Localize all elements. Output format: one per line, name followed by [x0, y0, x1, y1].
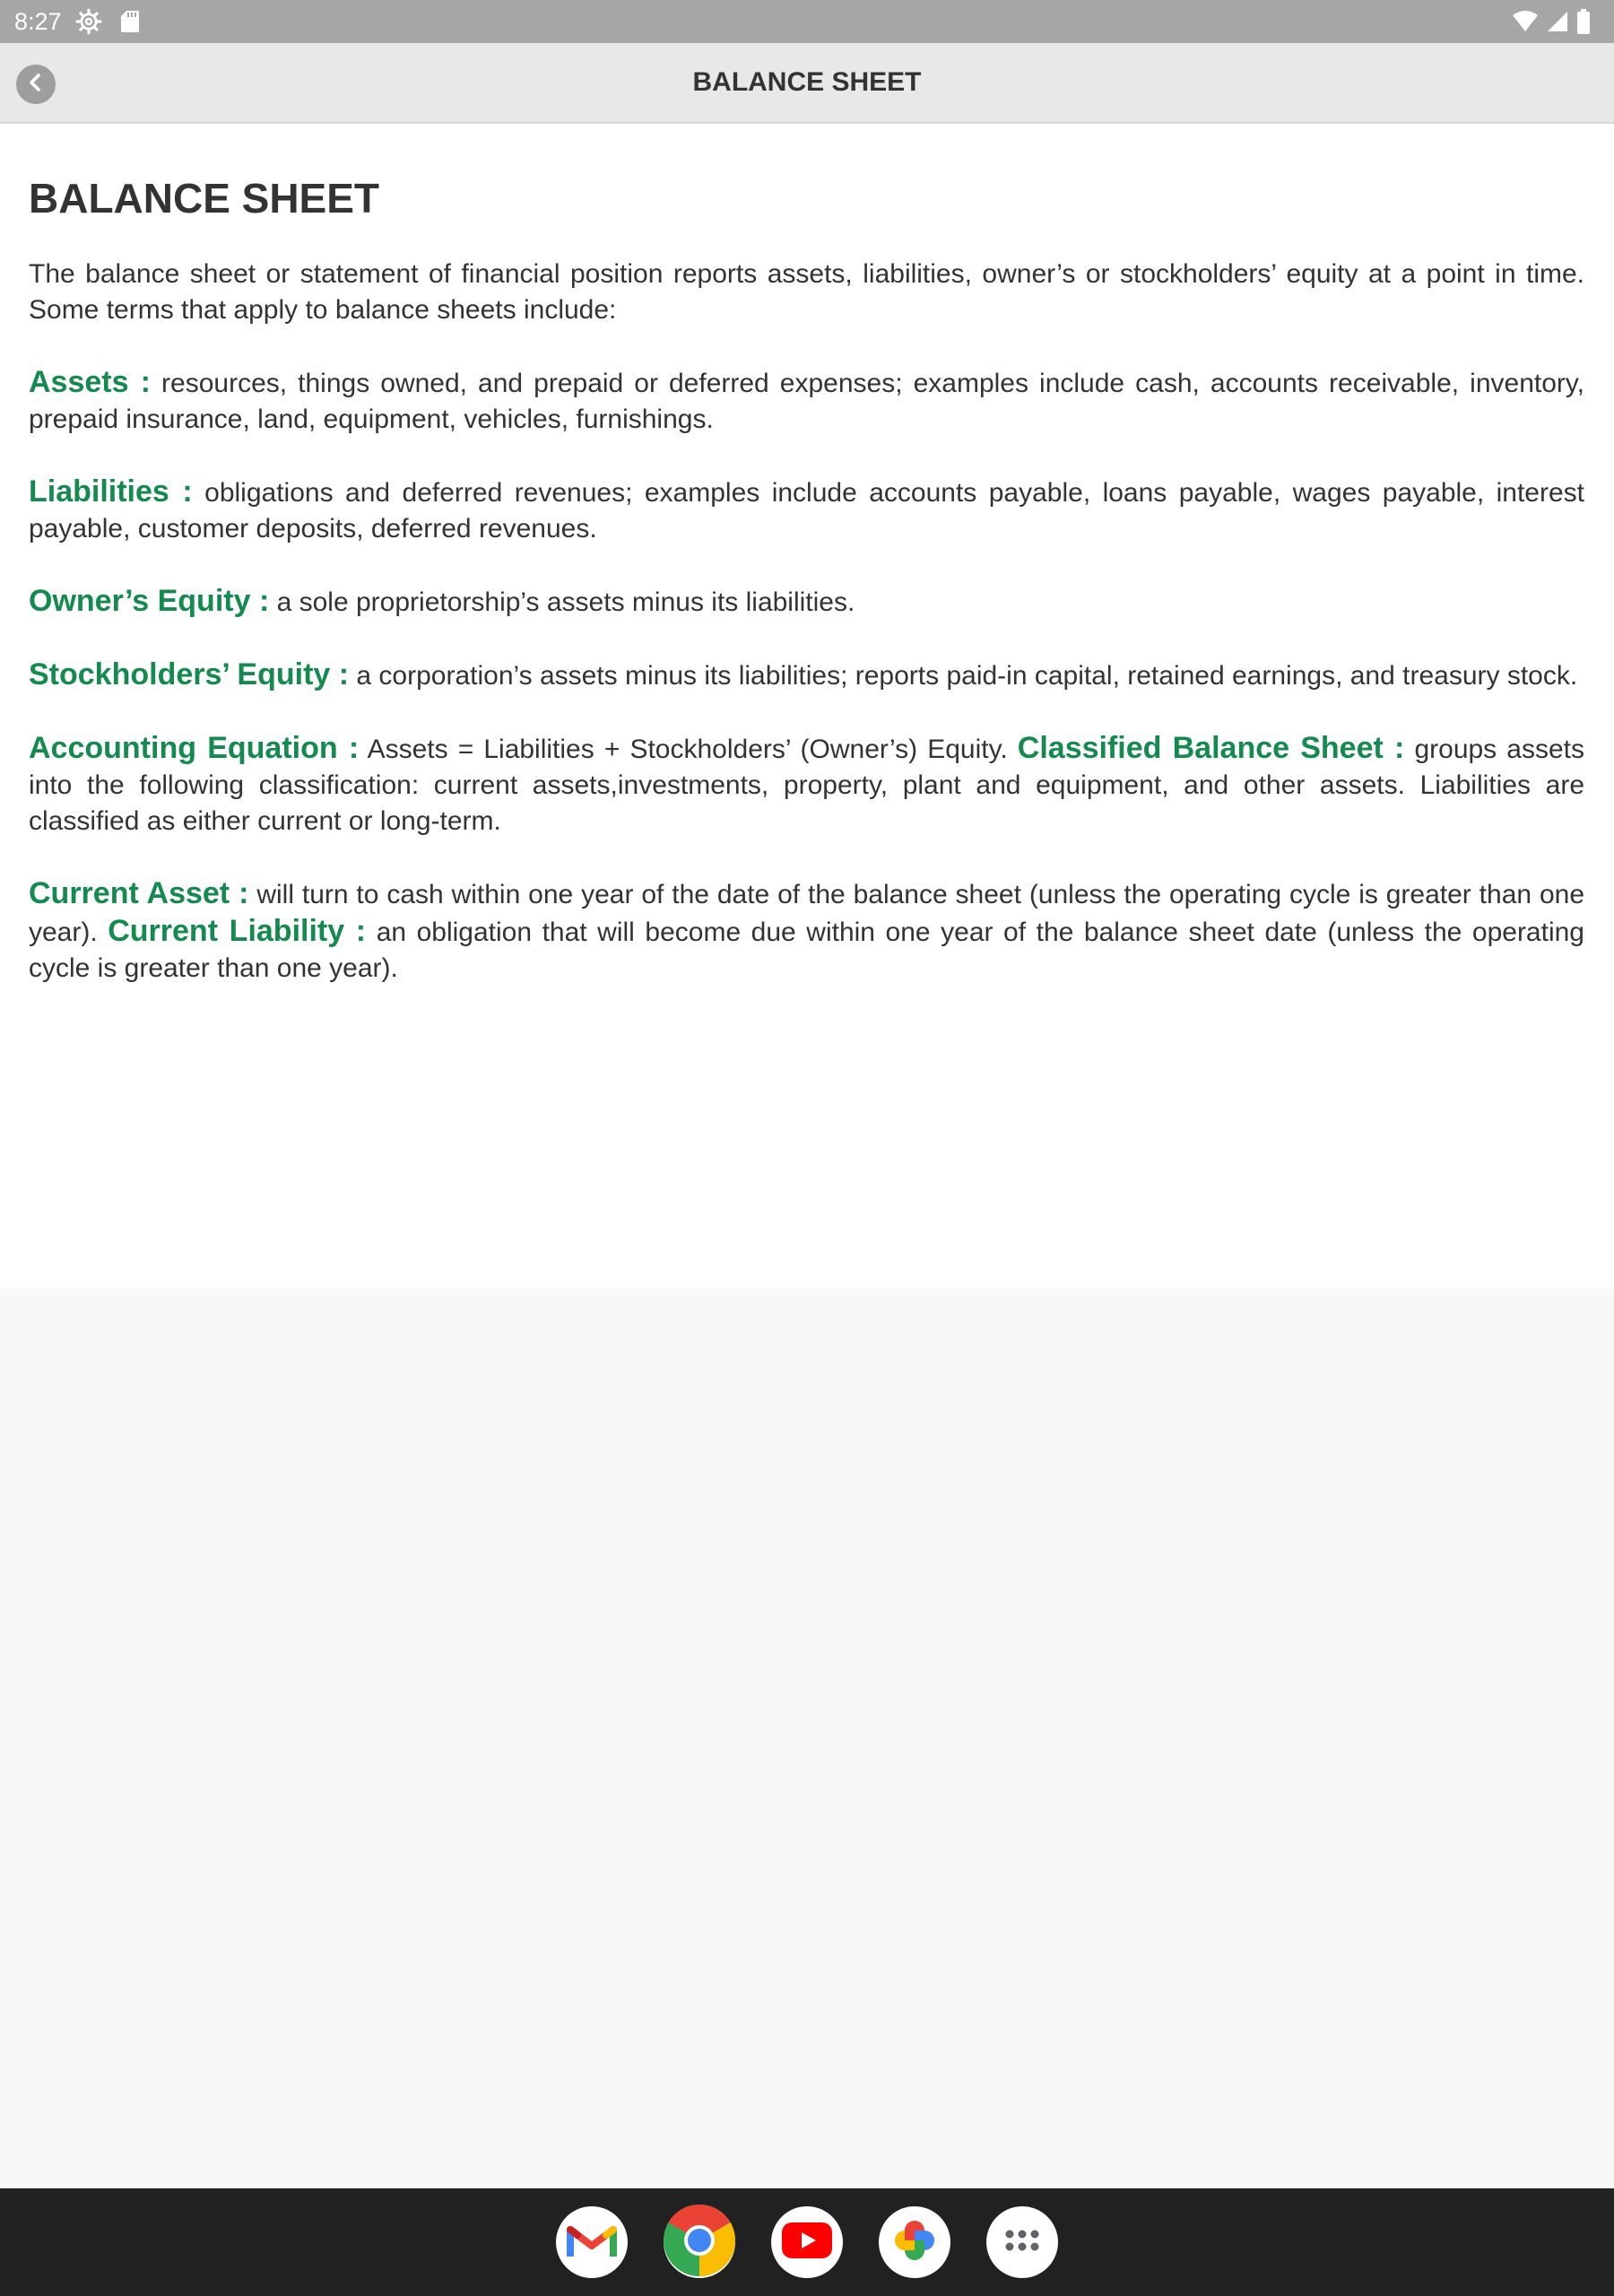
accounting-equation-paragraph [29, 730, 1584, 839]
current-asset-text: will turn to cash within one year of the date of the balance sheet (unless the operating cycle is greater than one year). [29, 880, 1584, 947]
back-button[interactable] [16, 65, 56, 104]
liabilities-text: obligations and deferred revenues; examples include accounts payable, loans payable, wages payable, interest payable, customer deposits, deferred revenues. [29, 478, 1585, 544]
stockholders-equity-paragraph [29, 657, 1584, 694]
battery-icon [1576, 9, 1591, 34]
article [29, 174, 1584, 1022]
intro-paragraph [29, 257, 1584, 328]
owners-equity-text: a sole proprietorship’s assets minus its liabilities. [269, 587, 855, 617]
stockholders-equity-term: Stockholders’ Equity : [29, 657, 350, 691]
app-dock [556, 2206, 1058, 2278]
current-liability-text: an obligation that will become due within one year of the balance sheet date (unless the operating cycle is greater than one year). [29, 918, 1584, 983]
app-drawer-icon [1004, 2228, 1040, 2257]
navigation-bar [0, 2188, 1614, 2296]
accounting-equation-text: Assets = Liabilities + Stockholders’ (Owner’s) Equity. [359, 735, 1018, 764]
current-liability-term: Current Liability : [108, 914, 367, 948]
app-drawer-button[interactable] [986, 2206, 1058, 2278]
photos-icon [889, 2215, 940, 2270]
chrome-app-button[interactable] [664, 2206, 735, 2278]
youtube-icon [782, 2222, 832, 2263]
owners-equity-paragraph [29, 583, 1584, 621]
current-asset-term: Current Asset : [29, 876, 249, 910]
gmail-app-button[interactable] [556, 2206, 628, 2278]
wifi-icon [1512, 10, 1539, 33]
content-area [0, 124, 1614, 1288]
assets-text: resources, things owned, and prepaid or deferred expenses; examples include cash, accounts receivable, inventory, prepaid insurance, land, equipment, vehicles, furnishings. [29, 369, 1584, 434]
youtube-app-button[interactable] [771, 2206, 843, 2278]
assets-term: Assets : [29, 365, 151, 399]
accounting-equation-term: Accounting Equation : [29, 731, 360, 765]
current-asset-paragraph [29, 875, 1584, 987]
back-icon [25, 72, 47, 98]
stockholders-equity-text: a corporation’s assets minus its liabilities; reports paid-in capital, retained earnings, and treasury stock. [349, 661, 1578, 691]
assets-paragraph [29, 364, 1584, 438]
sd-card-icon [120, 10, 140, 33]
signal-icon [1546, 10, 1569, 33]
status-bar [0, 0, 1614, 43]
owners-equity-term: Owner’s Equity : [29, 584, 270, 618]
app-bar [0, 43, 1614, 124]
liabilities-term: Liabilities : [29, 474, 193, 509]
classified-balance-sheet-text: groups assets into the following classification: current assets,investments, property, plant and equipment, and other assets. Liabilities are classified as either current or long-term. [29, 735, 1584, 836]
app-title: BALANCE SHEET [692, 67, 922, 97]
page-heading: BALANCE SHEET [29, 175, 380, 222]
liabilities-paragraph [29, 474, 1584, 547]
settings-icon [75, 8, 102, 35]
intro-text: The balance sheet or statement of financial position reports assets, liabilities, owner’s or stockholders’ equity at a point in time. Some terms that apply to balance sheets include: [29, 259, 1584, 325]
classified-balance-sheet-term: Classified Balance Sheet : [1017, 731, 1405, 765]
status-time: 8:27 [14, 8, 62, 35]
chrome-icon [664, 2205, 735, 2281]
gmail-icon [566, 2221, 618, 2265]
photos-app-button[interactable] [879, 2206, 950, 2278]
